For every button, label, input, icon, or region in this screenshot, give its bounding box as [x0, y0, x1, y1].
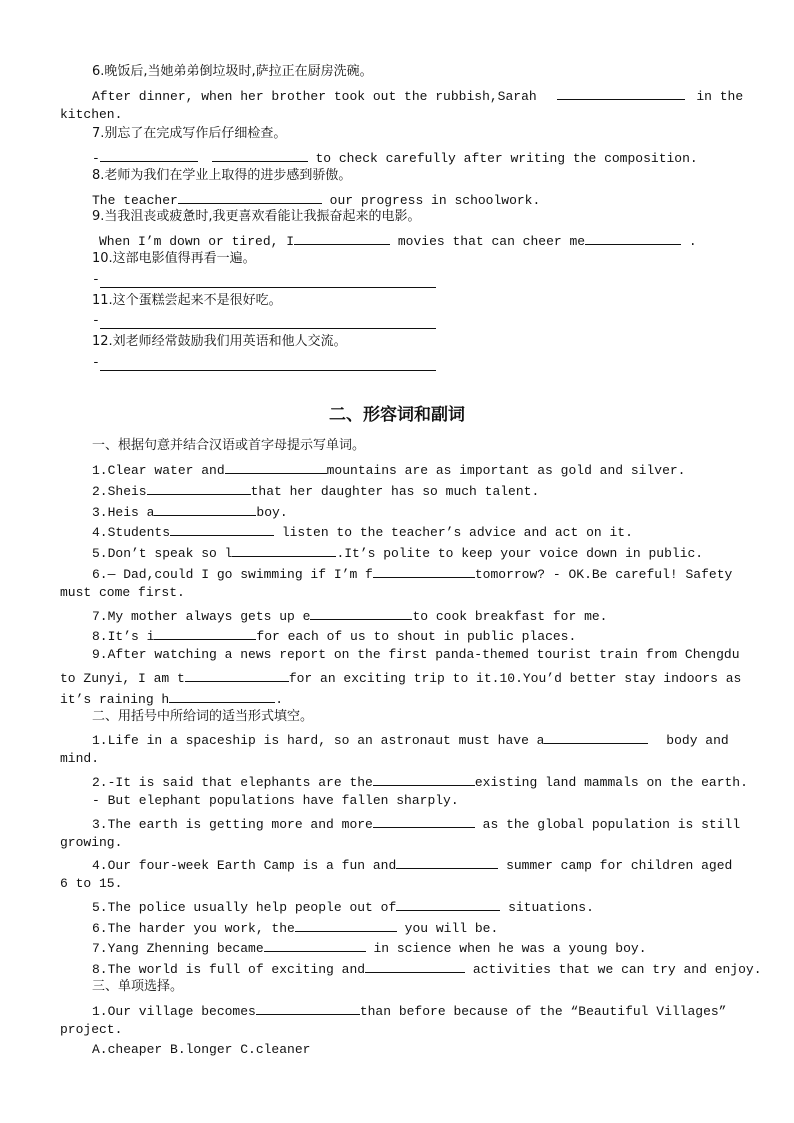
s2-q3-text-b: as the global population is still — [482, 817, 741, 832]
s1-q3 — [92, 502, 288, 521]
s2-q1-text-b: body and — [666, 733, 729, 748]
q9-text-b: movies that can cheer me — [397, 234, 586, 249]
answer-blank[interactable] — [365, 959, 465, 973]
answer-blank[interactable] — [373, 772, 475, 786]
s2-q8 — [92, 959, 762, 978]
q12-dash: - — [92, 355, 100, 370]
answer-blank[interactable] — [295, 918, 397, 932]
q6-english — [92, 86, 743, 105]
s2-q6-text-b: you will be. — [404, 921, 499, 936]
s1-heading: 一、根据句意并结合汉语或首字母提示写单词。 — [92, 438, 366, 453]
answer-blank[interactable] — [169, 689, 275, 703]
s1-q9-text-b: to Zunyi, I am t — [60, 671, 185, 686]
q9-english — [99, 231, 697, 250]
s1-q5-text-a: 5.Don’t speak so l — [92, 546, 233, 561]
answer-blank[interactable] — [170, 522, 274, 536]
s1-q1 — [92, 460, 685, 479]
s1-q4-text-b: listen to the teacher’s advice and act on it. — [281, 525, 633, 540]
q8-english — [92, 190, 540, 209]
s1-q2-text-b: that her daughter has so much talent. — [250, 484, 540, 499]
s2-q8-text-a: 8.The world is full of exciting and — [92, 962, 366, 977]
s3-q1 — [92, 1001, 727, 1020]
s3-heading: 三、单项选择。 — [92, 979, 184, 994]
s2-q3-text-a: 3.The earth is getting more and more — [92, 817, 373, 832]
s1-q9-text-c: for an exciting trip to it.10.You’d better stay indoors as — [288, 671, 742, 686]
q11-dash: - — [92, 313, 100, 328]
q12-chinese: 12.刘老师经常鼓励我们用英语和他人交流。 — [92, 334, 347, 349]
answer-blank[interactable] — [256, 1001, 360, 1015]
q9-chinese: 9.当我沮丧或疲惫时,我更喜欢看能让我振奋起来的电影。 — [92, 209, 421, 224]
s1-q2 — [92, 481, 539, 500]
answer-blank[interactable] — [544, 730, 648, 744]
q6-text-a: After dinner, when her brother took out the rubbish,Sarah — [92, 89, 537, 104]
s2-q2-text-a: 2.-It is said that elephants are the — [92, 775, 373, 790]
s3-q1-text-b: than before because of the “Beautiful Villages” — [359, 1004, 727, 1019]
s2-q7-text-b: in science when he was a young boy. — [373, 941, 647, 956]
s2-q2-text-c: - But elephant populations have fallen sharply. — [92, 793, 459, 808]
q10-dash: - — [92, 272, 100, 287]
s1-q1-text-b: mountains are as important as gold and silver. — [326, 463, 686, 478]
s1-q6-text-c: must come first. — [60, 585, 185, 600]
s2-q7 — [92, 938, 647, 957]
answer-blank[interactable] — [373, 814, 475, 828]
answer-blank[interactable] — [147, 481, 251, 495]
answer-blank[interactable] — [396, 897, 500, 911]
answer-blank[interactable] — [557, 86, 685, 100]
s2-q4 — [92, 855, 732, 874]
answer-blank[interactable] — [212, 148, 308, 162]
q12-answer-line[interactable] — [100, 370, 436, 371]
q6-text-c: kitchen. — [60, 107, 123, 122]
q6-text-b: in the — [696, 89, 744, 104]
q9-text-a: When I’m down or tired, I — [99, 234, 295, 249]
q7-dash: - — [92, 151, 100, 166]
s2-q2-text-b: existing land mammals on the earth. — [474, 775, 748, 790]
answer-blank[interactable] — [396, 855, 498, 869]
answer-blank[interactable] — [100, 148, 198, 162]
s1-q9-line3 — [60, 689, 283, 708]
s1-q9-text-e: . — [275, 692, 284, 707]
q10-chinese: 10.这部电影值得再看一遍。 — [92, 251, 256, 266]
q7-text-b: to check carefully after writing the composition. — [315, 151, 698, 166]
s2-q4-text-c: 6 to 15. — [60, 876, 123, 891]
s1-q3-text-a: 3.Heis a — [92, 505, 155, 520]
q11-chinese: 11.这个蛋糕尝起来不是很好吃。 — [92, 293, 282, 308]
s1-q6-text-a: 6.— Dad,could I go swimming if I’m f — [92, 567, 373, 582]
q8-text-b: our progress in schoolwork. — [329, 193, 541, 208]
answer-blank[interactable] — [185, 668, 289, 682]
s2-q5-text-b: situations. — [508, 900, 594, 915]
section-title: 二、形容词和副词 — [329, 405, 465, 425]
s1-q9-line2 — [60, 668, 741, 687]
s1-q8-text-b: for each of us to shout in public places. — [256, 629, 577, 644]
s1-q3-text-b: boy. — [256, 505, 288, 520]
s2-q1 — [92, 730, 729, 749]
s1-q2-text-a: 2.Sheis — [92, 484, 147, 499]
s2-q6 — [92, 918, 498, 937]
answer-blank[interactable] — [310, 606, 412, 620]
q6-chinese: 6.晚饭后,当她弟弟倒垃圾时,萨拉正在厨房洗碗。 — [92, 64, 373, 79]
s2-q1-text-a: 1.Life in a spaceship is hard, so an astronaut must have a — [92, 733, 545, 748]
q9-text-c: . — [688, 234, 697, 249]
q8-chinese: 8.老师为我们在学业上取得的进步感到骄傲。 — [92, 168, 352, 183]
s2-q6-text-a: 6.The harder you work, the — [92, 921, 295, 936]
answer-blank[interactable] — [154, 626, 256, 640]
s2-q3 — [92, 814, 740, 833]
s2-q7-text-a: 7.Yang Zhenning became — [92, 941, 264, 956]
answer-blank[interactable] — [225, 460, 327, 474]
s1-q8 — [92, 626, 576, 645]
s2-q3-text-c: growing. — [60, 835, 123, 850]
s3-q1-options: A.cheaper B.longer C.cleaner — [92, 1042, 311, 1057]
q11-answer-line[interactable] — [100, 328, 436, 329]
s2-q5-text-a: 5.The police usually help people out of — [92, 900, 397, 915]
s3-q1-text-c: project. — [60, 1022, 123, 1037]
s3-q1-text-a: 1.Our village becomes — [92, 1004, 256, 1019]
s2-q8-text-b: activities that we can try and enjoy. — [472, 962, 762, 977]
answer-blank[interactable] — [264, 938, 366, 952]
q8-text-a: The teacher — [92, 193, 178, 208]
s2-q5 — [92, 897, 594, 916]
s1-q7 — [92, 606, 607, 625]
answer-blank[interactable] — [232, 543, 336, 557]
s1-q6 — [92, 564, 732, 583]
s1-q9-text-a: 9.After watching a news report on the first panda-themed tourist train from Chengdu — [92, 647, 740, 662]
s1-q7-text-a: 7.My mother always gets up e — [92, 609, 311, 624]
s1-q7-text-b: to cook breakfast for me. — [412, 609, 608, 624]
s1-q5-text-b: .It’s polite to keep your voice down in public. — [336, 546, 704, 561]
s1-q9-text-d: it’s raining h — [60, 692, 170, 707]
s1-q5 — [92, 543, 703, 562]
q10-answer-line[interactable] — [100, 287, 436, 288]
s1-q8-text-a: 8.It’s i — [92, 629, 155, 644]
answer-blank[interactable] — [178, 190, 322, 204]
answer-blank[interactable] — [585, 231, 681, 245]
s1-q4 — [92, 522, 633, 541]
s1-q6-text-b: tomorrow? - OK.Be careful! Safety — [474, 567, 733, 582]
s1-q1-text-a: 1.Clear water and — [92, 463, 225, 478]
s2-q4-text-a: 4.Our four-week Earth Camp is a fun and — [92, 858, 397, 873]
s2-heading: 二、用括号中所给词的适当形式填空。 — [92, 709, 314, 724]
answer-blank[interactable] — [154, 502, 256, 516]
s2-q2 — [92, 772, 748, 791]
q7-chinese: 7.别忘了在完成写作后仔细检查。 — [92, 126, 287, 141]
s2-q1-text-c: mind. — [60, 751, 100, 766]
s2-q4-text-b: summer camp for children aged — [506, 858, 733, 873]
answer-blank[interactable] — [294, 231, 390, 245]
s1-q4-text-a: 4.Students — [92, 525, 171, 540]
answer-blank[interactable] — [373, 564, 475, 578]
q7-english — [92, 148, 698, 167]
